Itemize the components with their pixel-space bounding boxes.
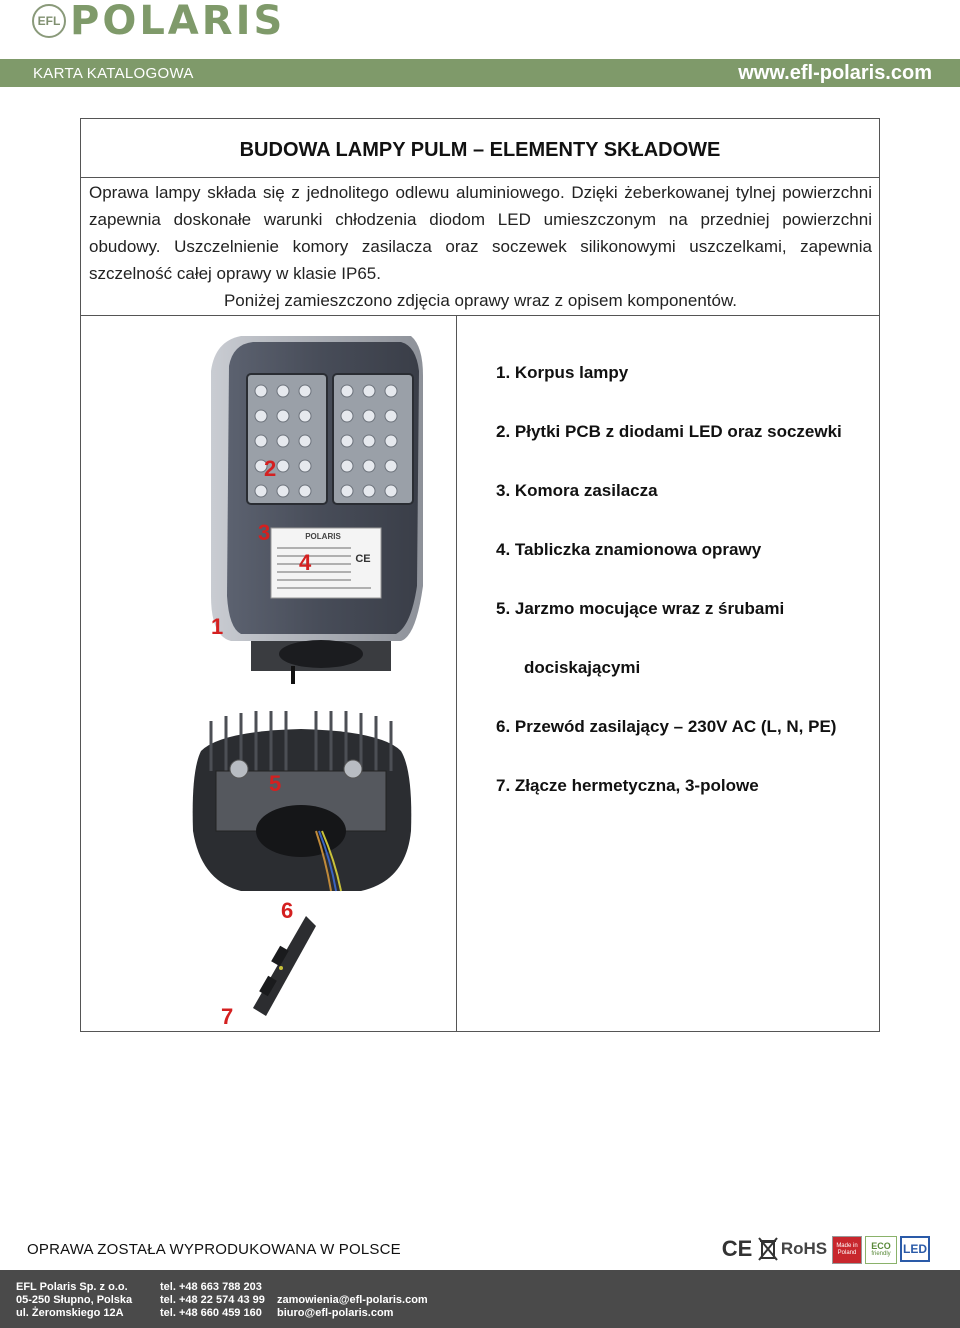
badge-line-2: Poland — [837, 1250, 857, 1256]
callout-6: 6 — [281, 898, 294, 923]
plate-ce-text: CE — [355, 553, 371, 565]
logo-wordmark: POLARIS — [70, 0, 286, 44]
header-banner — [0, 59, 960, 87]
connector-photo — [241, 916, 321, 1026]
eco-line-2: friendly — [871, 1251, 891, 1257]
component-item: 7. Złącze hermetyczna, 3-polowe — [496, 776, 759, 795]
callout-5: 5 — [269, 771, 282, 796]
eco-line-1: ECO — [871, 1241, 891, 1251]
callout-1: 1 — [211, 614, 224, 639]
callout-2: 2 — [264, 456, 277, 481]
photo-panel — [81, 316, 456, 1031]
document-title: BUDOWA LAMPY PULM – ELEMENTY SKŁADOWE — [239, 138, 721, 161]
intro-note: Poniżej zamieszczono zdjęcia oprawy wraz z opisem komponentów. — [223, 291, 738, 310]
title-row — [81, 119, 879, 178]
component-item: 4. Tabliczka znamionowa oprawy — [496, 540, 762, 559]
contact-footer — [0, 1270, 960, 1328]
email-link[interactable]: zamowienia@efl-polaris.com — [277, 1294, 428, 1306]
company-street: ul. Żeromskiego 12A — [16, 1307, 124, 1319]
component-item: 3. Komora zasilacza — [496, 481, 658, 500]
badge-line-1: Made in — [836, 1243, 858, 1249]
plate-brand-text: POLARIS — [305, 532, 341, 541]
ce-mark-icon: CE — [721, 1236, 753, 1261]
company-address — [16, 1281, 132, 1320]
made-in-poland-text: OPRAWA ZOSTAŁA WYPRODUKOWANA W POLSCE — [27, 1241, 401, 1258]
intro-text — [89, 179, 872, 314]
intro-paragraph: Oprawa lampy składa się z jednolitego odlewu aluminiowego. Dzięki żeberkowanej tylnej powierzchni zapewnia doskonałe warunki chłodzenia diodom LED umieszczonym na przedniej powierzchni obudowy. Uszczelnienie komory zasilacza oraz soczewek silikonowymi uszczelkami, zapewnia szczelność całej oprawy w klasie IP65. — [89, 183, 872, 283]
company-name: EFL Polaris Sp. z o.o. — [16, 1281, 128, 1293]
eco-friendly-badge-icon — [865, 1236, 897, 1264]
phone-number[interactable]: tel. +48 660 459 160 — [160, 1307, 262, 1319]
brand-logo — [32, 0, 285, 42]
component-item: 6. Przewód zasilający – 230V AC (L, N, PE) — [496, 717, 837, 736]
company-city: 05-250 Słupno, Polska — [16, 1294, 133, 1306]
email-list — [277, 1294, 428, 1320]
content-table — [80, 118, 880, 1032]
made-in-poland-badge-icon — [832, 1236, 862, 1264]
banner-title: KARTA KATALOGOWA — [33, 65, 194, 82]
component-item: 1. Korpus lampy — [496, 363, 629, 382]
component-item: 5. Jarzmo mocujące wraz z śrubami — [496, 599, 785, 618]
callout-3: 3 — [258, 520, 271, 545]
rohs-badge-icon: RoHS — [780, 1239, 828, 1258]
email-link[interactable]: biuro@efl-polaris.com — [277, 1307, 394, 1319]
column-divider — [456, 315, 457, 1031]
lamp-front-photo — [211, 336, 431, 686]
callout-7: 7 — [221, 1004, 234, 1029]
phone-number[interactable]: tel. +48 663 788 203 — [160, 1281, 262, 1293]
lamp-mount-photo — [181, 711, 421, 896]
website-link[interactable]: www.efl-polaris.com — [738, 62, 932, 84]
phone-list — [160, 1281, 265, 1320]
led-badge-icon: LED — [900, 1236, 930, 1262]
callout-4: 4 — [299, 550, 312, 575]
phone-number[interactable]: tel. +48 22 574 43 99 — [160, 1294, 265, 1306]
weee-bin-icon — [758, 1236, 778, 1262]
component-item: 2. Płytki PCB z diodami LED oraz soczewki — [496, 422, 842, 441]
component-item-continued: dociskającymi — [524, 658, 641, 677]
logo-badge: EFL — [32, 4, 66, 38]
